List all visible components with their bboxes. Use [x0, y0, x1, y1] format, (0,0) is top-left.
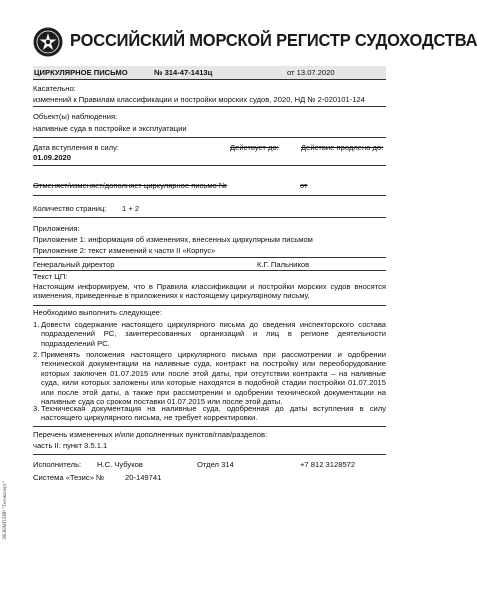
system-label: Система «Тезис» №	[33, 473, 105, 482]
letter-number: № 314-47-1413ц	[154, 68, 213, 77]
cancels-from-label: от	[300, 181, 308, 190]
attachment-item: Приложение 1: информация об изменениях, внесенных циркулярным письмом	[33, 235, 313, 244]
letter-date: от 13.07.2020	[287, 68, 335, 77]
pages-label: Количество страниц:	[33, 204, 107, 213]
executor-label: Исполнитель:	[33, 460, 82, 469]
organization-title: РОССИЙСКИЙ МОРСКОЙ РЕГИСТР СУДОХОДСТВА	[70, 31, 477, 51]
valid-until-label: Действует до:	[230, 143, 279, 152]
signatory-name: К.Г. Пальников	[257, 260, 310, 269]
letter-type: ЦИРКУЛЯРНОЕ ПИСЬМО	[34, 68, 128, 77]
changed-items-label: Перечень измененных и/или дополненных пунктов/глав/разделов:	[33, 430, 268, 439]
actions-label: Необходимо выполнить следующее:	[33, 308, 163, 317]
effective-date-label: Дата вступления в силу:	[33, 143, 119, 152]
changed-items-value: часть II: пункт 3.5.1.1	[33, 441, 108, 450]
objects-label: Объект(ы) наблюдения:	[33, 112, 118, 121]
body-text-label: Текст ЦП:	[33, 272, 68, 281]
department: Отдел 314	[197, 460, 234, 469]
signatory-position: Генеральный директор	[33, 260, 115, 269]
executor-name: Н.С. Чубуков	[97, 460, 143, 469]
action-number: 3.	[33, 404, 40, 413]
pages-value: 1 + 2	[122, 204, 140, 213]
objects-value: наливные суда в постройке и эксплуатации	[33, 124, 187, 133]
phone: +7 812 3128572	[300, 460, 356, 469]
action-number: 2.	[33, 350, 40, 359]
system-number: 20-149741	[125, 473, 162, 482]
attachment-item: Приложение 2: текст изменений к части II «Корпус»	[33, 246, 216, 255]
side-watermark-text: ЭКЗЕМПЛЯР "Техэксперт"	[3, 481, 8, 540]
action-number: 1.	[33, 320, 40, 329]
subject-value: изменений к Правилам классификации и постройки морских судов, 2020, НД № 2-020101-124	[33, 95, 365, 104]
effective-date-value: 01.09.2020	[33, 153, 72, 162]
action-text: Применять положения настоящего циркулярного письма при рассмотрении и одобрении технической документации на наливные суда, контракт на постройку или переоборудование которых заключен 01.07.2015 или после этой даты, при отсутствии контракта – на наливные суда, кили которых заложены или которые находятся в подобной стадии постройки 01.07.2015 или после этой даты, а также при рассмотрении и одобрении технической документации на наливные суда со сроком поставки 01.07.2015 или после этой даты.	[41, 350, 386, 407]
action-text: Довести содержание настоящего циркулярного письма до сведения инспекторского состава подразделений РС, заинтересованных организаций и лиц в регионе деятельности подразделений РС.	[41, 320, 386, 348]
rs-emblem-icon	[33, 27, 63, 57]
cancels-label: Отменяет/изменяет/дополняет циркулярное письмо №	[33, 181, 228, 190]
extended-until-label: Действие продлено до:	[301, 143, 384, 152]
action-text: Техническая документация на наливные суда, одобренная до даты вступления в силу настоящего циркулярного письма, не требует корректировки.	[41, 404, 386, 423]
body-text: Настоящим информируем, что в Правила классификации и постройки морских судов вносятся изменения, приведенные в приложениях к настоящему циркулярному письму.	[33, 282, 386, 301]
attachments-label: Приложения:	[33, 224, 80, 233]
subject-label: Касательно:	[33, 84, 76, 93]
